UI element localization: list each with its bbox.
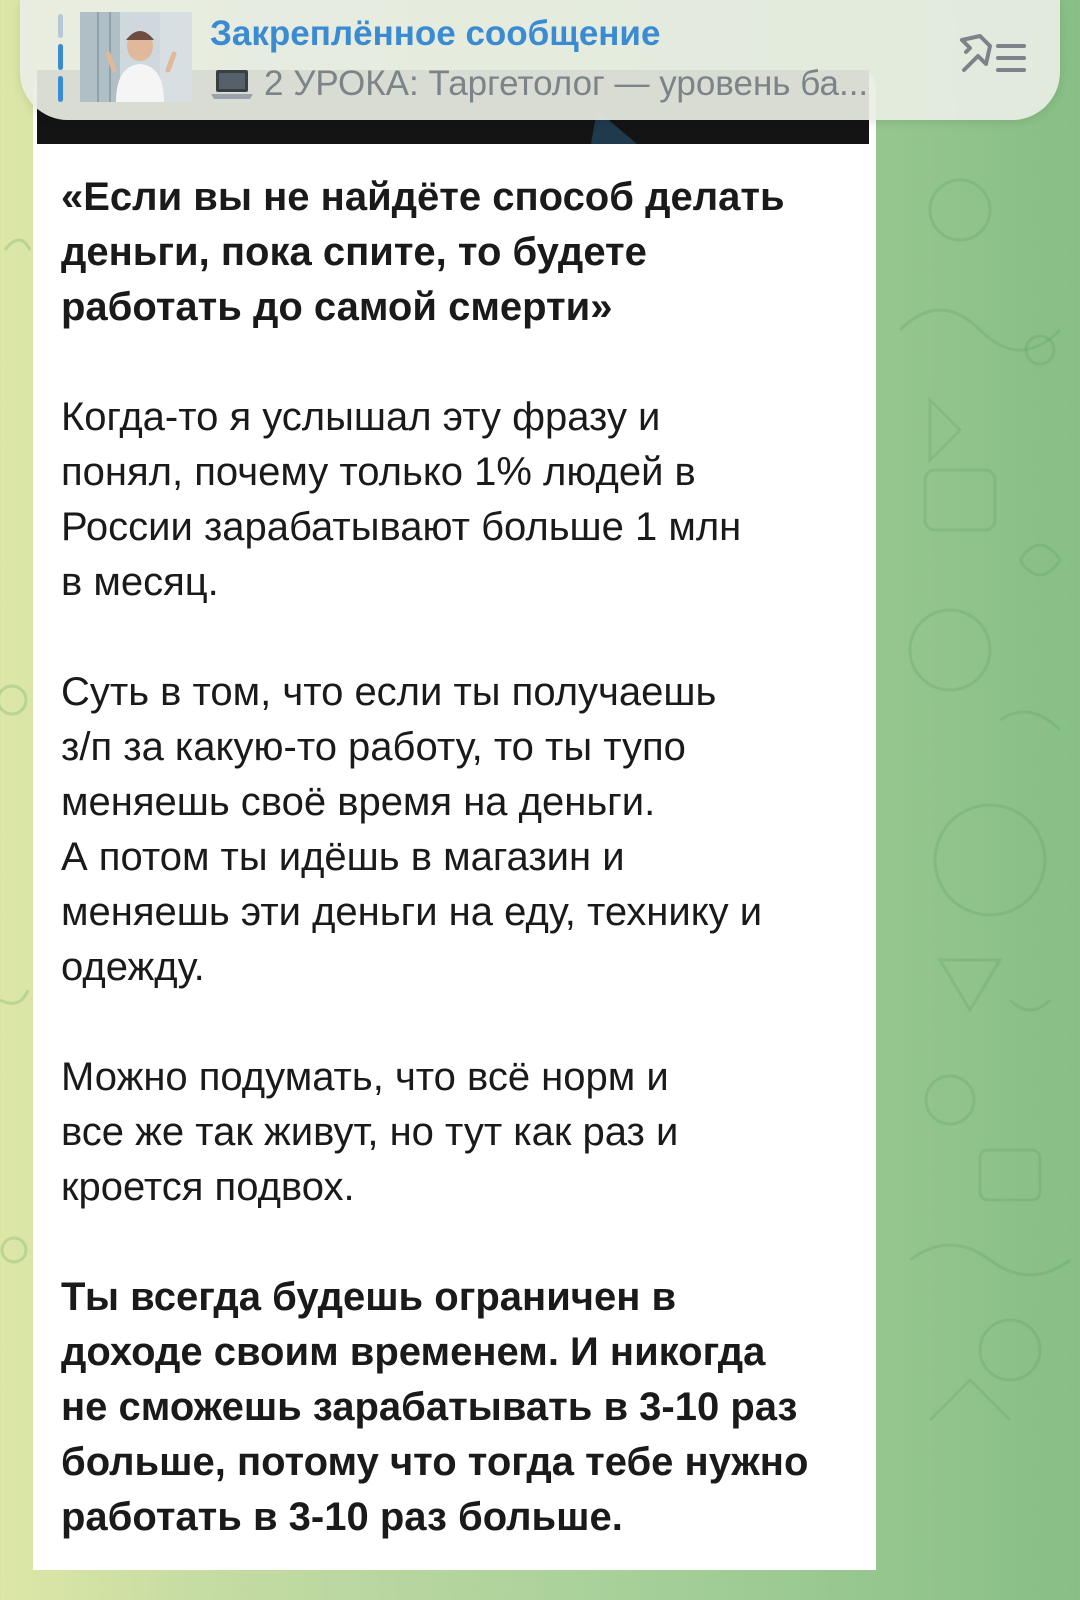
message-paragraph: Ты всегда будешь ограничен в доходе своим временем. И никогда не сможешь зарабатывать в 3-10 раз больше, потому что тогда тебе нужно работать в 3-10 раз больше. bbox=[61, 1275, 809, 1539]
pinned-message-thumbnail bbox=[80, 12, 192, 102]
pin-list-icon bbox=[954, 26, 1030, 90]
pinned-message-bar[interactable] bbox=[20, 0, 1060, 120]
pinned-position-indicator bbox=[58, 14, 64, 104]
message-paragraph: «Если вы не найдёте способ делать деньги, пока спите, то будете работать до самой смерти» bbox=[61, 175, 785, 329]
pinned-message-preview-text: 2 УРОКА: Таргетолог — уровень ба... bbox=[264, 64, 869, 103]
pinned-message-preview bbox=[210, 64, 930, 104]
message-text bbox=[61, 170, 861, 1600]
message-paragraph: Когда-то я услышал эту фразу и понял, почему только 1% людей в России зарабатывают больше 1 млн в месяц. bbox=[61, 395, 742, 604]
pinned-list-button[interactable] bbox=[954, 26, 1030, 90]
message-paragraph: Суть в том, что если ты получаешь з/п за какую-то работу, то ты тупо меняешь своё время на деньги. А потом ты идёшь в магазин и меняешь эти деньги на еду, технику и одежду. bbox=[61, 670, 763, 989]
message-paragraph: Можно подумать, что всё норм и все же так живут, но тут как раз и кроется подвох. bbox=[61, 1055, 679, 1209]
pinned-message-title: Закреплённое сообщение bbox=[210, 14, 661, 53]
message-bubble[interactable] bbox=[33, 70, 876, 1570]
laptop-icon bbox=[210, 66, 254, 102]
